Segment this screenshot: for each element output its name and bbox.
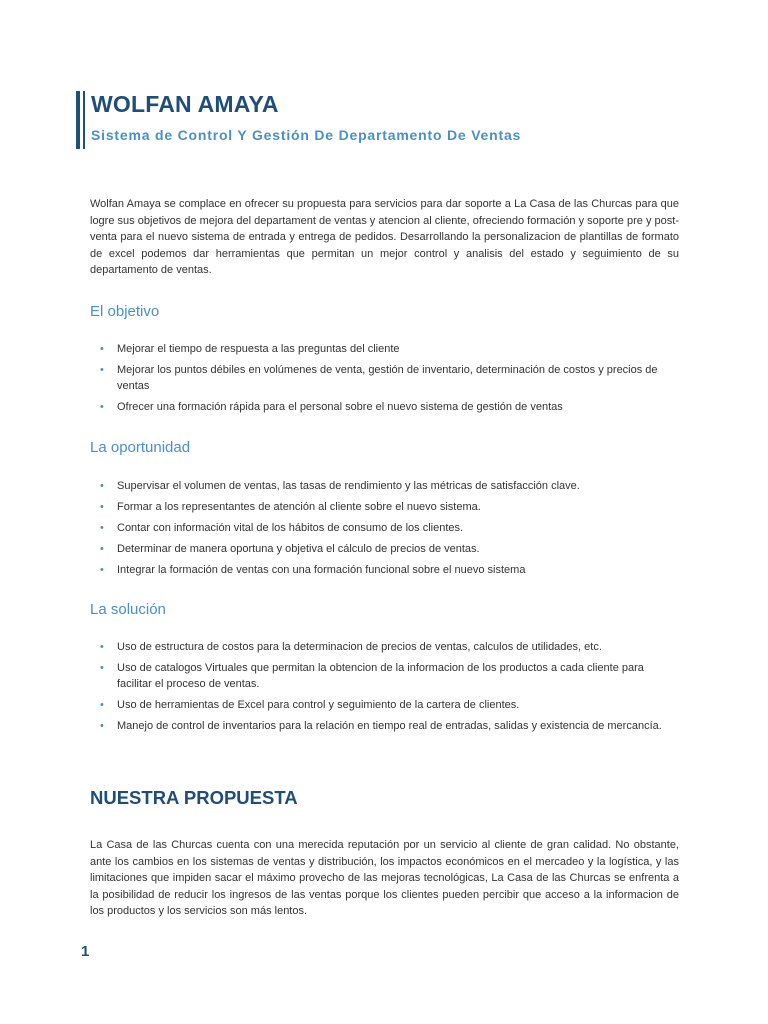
bullet-icon: • bbox=[100, 564, 104, 576]
list-item: • Mejorar el tiempo de respuesta a las preguntas del cliente bbox=[90, 342, 679, 358]
list-item: • Ofrecer una formación rápida para el personal sobre el nuevo sistema de gestión de ventas bbox=[90, 400, 679, 416]
title-accent-bar bbox=[76, 91, 80, 149]
section-heading-solucion: La solución bbox=[90, 601, 166, 618]
section-heading-objetivo: El objetivo bbox=[90, 303, 160, 320]
section-heading-propuesta: NUESTRA PROPUESTA bbox=[90, 787, 298, 808]
objetivo-list bbox=[90, 342, 679, 421]
bullet-icon: • bbox=[100, 501, 104, 513]
bullet-icon: • bbox=[100, 641, 104, 653]
bullet-icon: • bbox=[100, 719, 104, 732]
bullet-icon: • bbox=[100, 522, 104, 534]
bullet-icon: • bbox=[100, 343, 104, 355]
intro-paragraph: Wolfan Amaya se complace en ofrecer su propuesta para servicios para dar soporte a La Casa de las Churcas para que logre sus objetivos de mejora del departament de ventas y atencion al cliente, ofreciendo formación y soporte pre y post-venta para el nuevo sistema de entrada y entrega de pedidos. Desarrollando la personalizacion de plantillas de formato de excel podemos dar herramientas que permitan un mejor control y analisis del estado y seguimiento de su departamento de ventas. bbox=[90, 198, 679, 276]
page-number: 1 bbox=[81, 943, 90, 960]
list-item: • Uso de herramientas de Excel para control y seguimiento de la cartera de clientes. bbox=[90, 698, 679, 714]
bullet-icon: • bbox=[100, 480, 104, 492]
bullet-icon: • bbox=[100, 364, 104, 376]
section-heading-oportunidad: La oportunidad bbox=[90, 439, 191, 456]
bullet-icon: • bbox=[100, 698, 104, 711]
propuesta-paragraph: La Casa de las Churcas cuenta con una merecida reputación por un servicio al cliente de gran calidad. No obstante, ante los cambios en los sistemas de ventas y distribución, los impactos económicos en el mercadeo y la logística, y las limitaciones que impiden sacar el máximo provecho de las mejoras tecnológicas, La Casa de las Churcas se enfrenta a la posibilidad de reducir los ingresos de las ventas porque los clientes pueden percibir que acceso a la informacion de los productos y los servicios son más lentos. bbox=[90, 839, 679, 917]
list-item: • Determinar de manera oportuna y objetiva el cálculo de precios de ventas. bbox=[90, 542, 679, 558]
solucion-list bbox=[90, 640, 679, 740]
document-title: WOLFAN AMAYA bbox=[91, 91, 279, 117]
list-item: • Mejorar los puntos débiles en volúmenes de venta, gestión de inventario, determinación de costos y precios de ventas bbox=[100, 364, 658, 392]
bullet-icon: • bbox=[100, 543, 104, 555]
list-item: • Supervisar el volumen de ventas, las tasas de rendimiento y las métricas de satisfacción clave. bbox=[90, 479, 679, 495]
list-item: • Formar a los representantes de atención al cliente sobre el nuevo sistema. bbox=[90, 500, 679, 516]
list-item: • Contar con información vital de los hábitos de consumo de los clientes. bbox=[90, 521, 679, 537]
document-subtitle: Sistema de Control Y Gestión De Departamento De Ventas bbox=[91, 127, 522, 143]
oportunidad-list bbox=[90, 479, 679, 584]
bullet-icon: • bbox=[100, 662, 104, 674]
bullet-icon: • bbox=[100, 400, 104, 413]
list-item: • Manejo de control de inventarios para la relación en tiempo real de entradas, salidas y existencia de mercancía. bbox=[90, 719, 679, 735]
list-item: • Integrar la formación de ventas con una formación funcional sobre el nuevo sistema bbox=[90, 563, 679, 579]
list-item: • Uso de catalogos Virtuales que permitan la obtencion de la informacion de los productos a cada cliente para facilitar el proceso de ventas. bbox=[100, 662, 644, 690]
list-item: • Uso de estructura de costos para la determinacion de precios de ventas, calculos de utilidades, etc. bbox=[90, 640, 679, 656]
title-accent-bar-thin bbox=[83, 91, 85, 149]
